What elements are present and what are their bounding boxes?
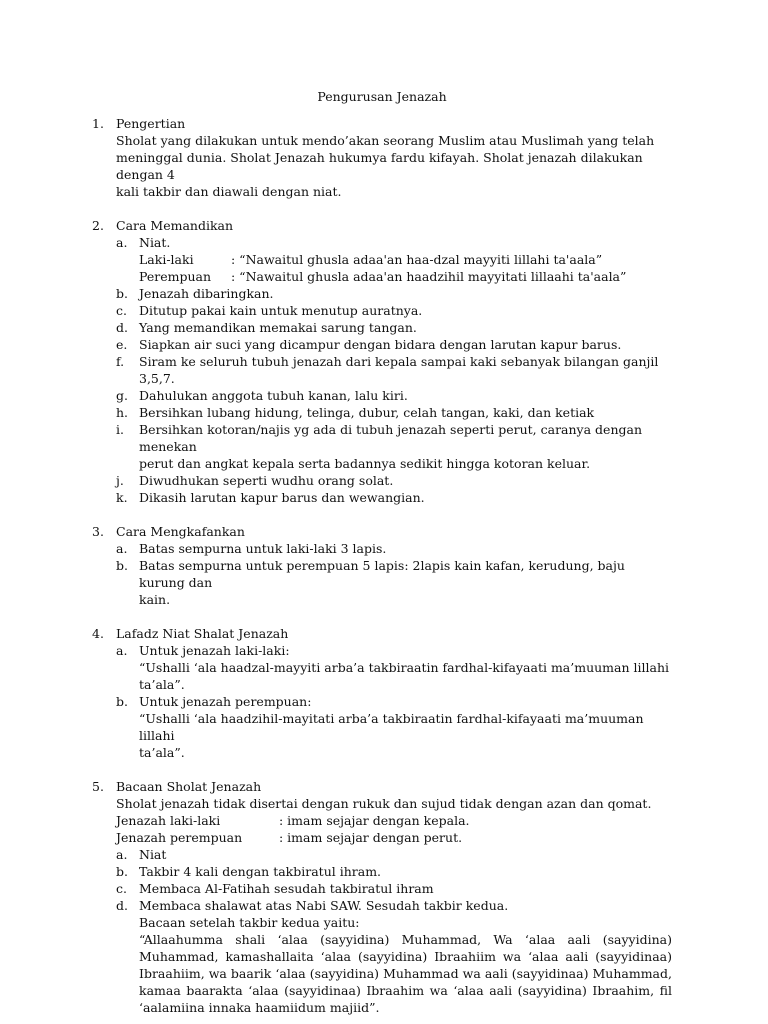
paragraph-line: Sholat yang dilakukan untuk mendo’akan seorang Muslim atau Muslimah yang telah [116, 133, 655, 148]
section-pengertian [92, 115, 672, 200]
niat-quote: “Ushalli ‘ala haadzal-mayyiti arba’a takbiraatin fardhal-kifayaati ma’muuman lillahi [139, 660, 669, 675]
list-item: d. Membaca shalawat atas Nabi SAW. Sesudah takbir kedua. Bacaan setelah takbir kedua yaitu: “Allaahumma shali ‘alaa (sayyidina) Muhammad, Wa ‘alaa aali (sayyidina) Muhammad, kamashallaita ‘alaa (sayyidina) Ibraahiim wa ‘alaa aali (sayyidinaa) Ibraahiim, wa baarik ‘alaa (sayyidina) Muhammad wa aali (sayyidinaa) Muhammad, kamaa baarakta ‘alaa (sayyidinaa) Ibraahim wa ‘alaa aali (sayyidina) Ibraahim, fil ‘aalamiina innaka haamiidum majiid”. [116, 898, 672, 1015]
step-list [92, 540, 672, 608]
niat-row-laki: Laki-laki : “Nawaitul ghusla adaa'an haa-dzal mayyiti lillahi ta'aala” [139, 252, 603, 267]
list-item: b. Untuk jenazah perempuan: “Ushalli ‘ala haadzihil-mayitati arba’a takbiraatin fardhal-kifayaati ma’muuman lillahi ta’ala”. [116, 693, 672, 761]
step-list [92, 846, 672, 1016]
section-lafadz-niat [92, 625, 672, 761]
section-cara-mengkafankan [92, 523, 672, 608]
list-item: b. Takbir 4 kali dengan takbiratul ihram. [116, 864, 382, 879]
list-item: d. Yang memandikan memakai sarung tangan. [116, 320, 417, 335]
list-item: j. Diwudhukan seperti wudhu orang solat. [116, 473, 394, 488]
list-item: a. Untuk jenazah laki-laki: “Ushalli ‘ala haadzal-mayyiti arba’a takbiraatin fardhal-kifayaati ma’muuman lillahi ta’ala”. [116, 642, 672, 693]
list-text: Niat. [139, 235, 171, 250]
section-number: 2. [92, 218, 104, 233]
step-list [92, 234, 672, 506]
list-item: a. Batas sempurna untuk laki-laki 3 lapis. [116, 541, 387, 556]
list-item: k. Dikasih larutan kapur barus dan wewangian. [116, 490, 425, 505]
list-item: e. Siapkan air suci yang dicampur dengan bidara dengan larutan kapur barus. [116, 337, 622, 352]
list-item: i. Bersihkan kotoran/najis yg ada di tubuh jenazah seperti perut, caranya dengan menekan perut dan angkat kepala serta badannya sedikit hingga kotoran keluar. [116, 422, 643, 471]
paragraph-line: meninggal dunia. Sholat Jenazah hukumya fardu kifayah. Sholat jenazah dilakukan dengan 4 [116, 150, 643, 182]
niat-row-perempuan: Perempuan : “Nawaitul ghusla adaa'an haadzihil mayyitati lillaahi ta'aala” [139, 269, 627, 284]
list-item: b. Jenazah dibaringkan. [116, 286, 274, 301]
section-number: 4. [92, 626, 104, 641]
section-heading: Pengertian [116, 116, 186, 131]
list-item: f. Siram ke seluruh tubuh jenazah dari kepala sampai kaki sebanyak bilangan ganjil 3,5,7. [116, 354, 659, 386]
section-number: 3. [92, 524, 104, 539]
section-heading: Cara Memandikan [116, 218, 234, 233]
list-letter: a. [116, 235, 128, 250]
list-item: c. Ditutup pakai kain untuk menutup auratnya. [116, 303, 423, 318]
paragraph-line: kali takbir dan diawali dengan niat. [116, 184, 342, 199]
section-cara-memandikan [92, 217, 672, 506]
imam-row-perempuan: Jenazah perempuan : imam sejajar dengan perut. [116, 830, 463, 845]
section-heading: Cara Mengkafankan [116, 524, 245, 539]
list-item: h. Bersihkan lubang hidung, telinga, dubur, celah tangan, kaki, dan ketiak [116, 405, 595, 420]
section-bacaan-sholat [92, 778, 672, 1016]
list-item: b. Batas sempurna untuk perempuan 5 lapis: 2lapis kain kafan, kerudung, baju kurung dan kain. [116, 558, 625, 607]
paragraph-line: Sholat jenazah tidak disertai dengan rukuk dan sujud tidak dengan azan dan qomat. [116, 796, 652, 811]
section-number: 1. [92, 116, 104, 131]
niat-quote: “Ushalli ‘ala haadzihil-mayitati arba’a takbiraatin fardhal-kifayaati ma’muuman lillahi [139, 711, 644, 743]
list-item: g. Dahulukan anggota tubuh kanan, lalu kiri. [116, 388, 408, 403]
step-list [92, 642, 672, 761]
shalawat-quote: “Allaahumma shali ‘alaa (sayyidina) Muhammad, Wa ‘alaa aali (sayyidina) Muhammad, kamashallaita ‘alaa (sayyidina) Ibraahiim wa ‘alaa aali (sayyidinaa) Ibraahiim, wa baarik ‘alaa (sayyidina) Muhammad wa aali (sayyidinaa) Muhammad, kamaa baarakta ‘alaa (sayyidinaa) Ibraahim wa ‘alaa aali (sayyidina) Ibraahim, fil ‘aalamiina innaka haamiidum majiid”. [139, 932, 672, 1015]
paragraph [92, 132, 672, 200]
list-item: a. Niat [116, 847, 167, 862]
section-heading: Lafadz Niat Shalat Jenazah [116, 626, 289, 641]
list-item [116, 234, 672, 285]
document-title: Pengurusan Jenazah [317, 89, 447, 104]
imam-row-laki: Jenazah laki-laki : imam sejajar dengan kepala. [116, 813, 470, 828]
list-item: c. Membaca Al-Fatihah sesudah takbiratul ihram [116, 881, 434, 896]
section-number: 5. [92, 779, 104, 794]
section-heading: Bacaan Sholat Jenazah [116, 779, 262, 794]
